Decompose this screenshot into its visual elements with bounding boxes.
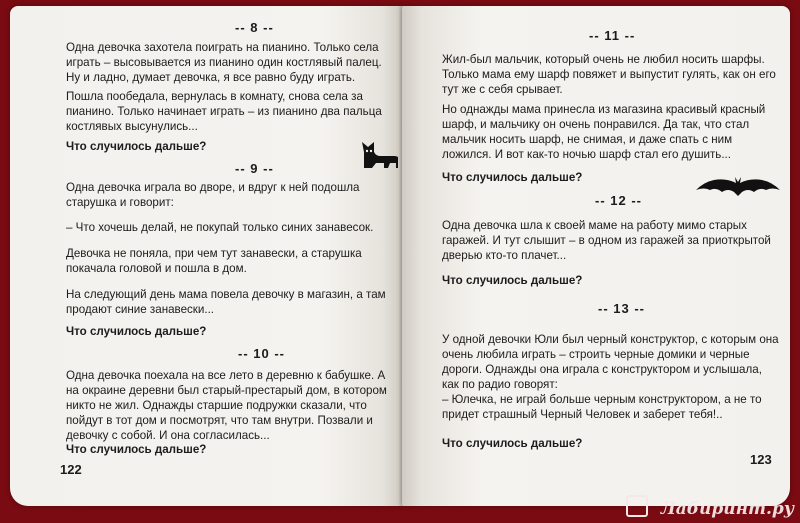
labirint-logo-icon — [626, 495, 648, 517]
story-13-number: -- 13 -- — [598, 301, 645, 316]
story-12-number: -- 12 -- — [595, 193, 642, 208]
right-page-number: 123 — [750, 452, 772, 467]
story-10-number: -- 10 -- — [238, 346, 285, 361]
story-9-paragraph-4: На следующий день мама повела девочку в магазин, а там продают синие занавески... — [66, 288, 386, 316]
story-13-paragraph-2: – Юлечка, не играй больше черным конструктором, а не то придет страшный Черный Человек и заберет тебя!.. — [442, 393, 762, 421]
story-11-paragraph-1: Жил-был мальчик, который очень не любил носить шарфы. Только мама ему шарф повяжет и выпустит гулять, как он его тут же с себя срывает. — [442, 53, 776, 96]
story-11-question: Что случилось дальше? — [442, 171, 583, 184]
story-8-paragraph-1: Одна девочка захотела поиграть на пианино. Только села играть – высовывается из пианино один костлявый палец. Ну и ладно, думает девочка, я все равно буду играть. — [66, 41, 382, 84]
left-page — [10, 6, 402, 506]
story-11-paragraph-2: Но однажды мама принесла из магазина красивый красный шарф, и мальчику он очень понравился. Да так, что стал мальчик носить шарф, не снимая, и даже спать с ним ложился. И вот как-то ночью шарф стал его душить... — [442, 103, 766, 161]
story-9-paragraph-2: – Что хочешь делай, не покупай только синих занавесок. — [66, 221, 374, 234]
story-9-paragraph-3: Девочка не поняла, при чем тут занавески, а старушка покачала головой и пошла в дом. — [66, 247, 362, 275]
story-12-question: Что случилось дальше? — [442, 274, 583, 287]
story-9-question: Что случилось дальше? — [66, 325, 207, 338]
story-8-number: -- 8 -- — [235, 20, 274, 35]
left-page-number: 122 — [60, 462, 82, 477]
story-10-paragraph: Одна девочка поехала на все лето в деревню к бабушке. А на окраине деревни был старый-престарый дом, в котором никто не жил. Однажды старшие подружки сказали, что пойдут в тот дом и посмотрят, что там внутри. Позвали и девочку с собой. И она согласилась... — [66, 369, 387, 442]
story-8-question: Что случилось дальше? — [66, 140, 207, 153]
bat-icon — [696, 174, 780, 200]
watermark: Лабиринт.ру — [660, 499, 794, 519]
story-13-paragraph-1: У одной девочки Юли был черный конструктор, с которым она очень любила играть – строить черные домики и черные дороги. Однажды она играла с конструктором и услышала, как по радио говорят: — [442, 333, 779, 391]
story-10-question: Что случилось дальше? — [66, 443, 207, 456]
story-9-paragraph-1: Одна девочка играла во дворе, и вдруг к ней подошла старушка и говорит: — [66, 181, 360, 209]
story-9-number: -- 9 -- — [235, 161, 274, 176]
book-spread — [10, 6, 792, 518]
story-11-number: -- 11 -- — [589, 28, 636, 43]
story-12-paragraph: Одна девочка шла к своей маме на работу мимо старых гаражей. И тут слышит – в одном из гаражей за приоткрытой дверью кто-то плачет... — [442, 219, 771, 262]
right-page — [402, 6, 790, 506]
story-8-paragraph-2: Пошла пообедала, вернулась в комнату, снова села за пианино. Только начинает играть – из пианино два пальца костлявых высунулись... — [66, 90, 382, 133]
story-13-question: Что случилось дальше? — [442, 437, 583, 450]
